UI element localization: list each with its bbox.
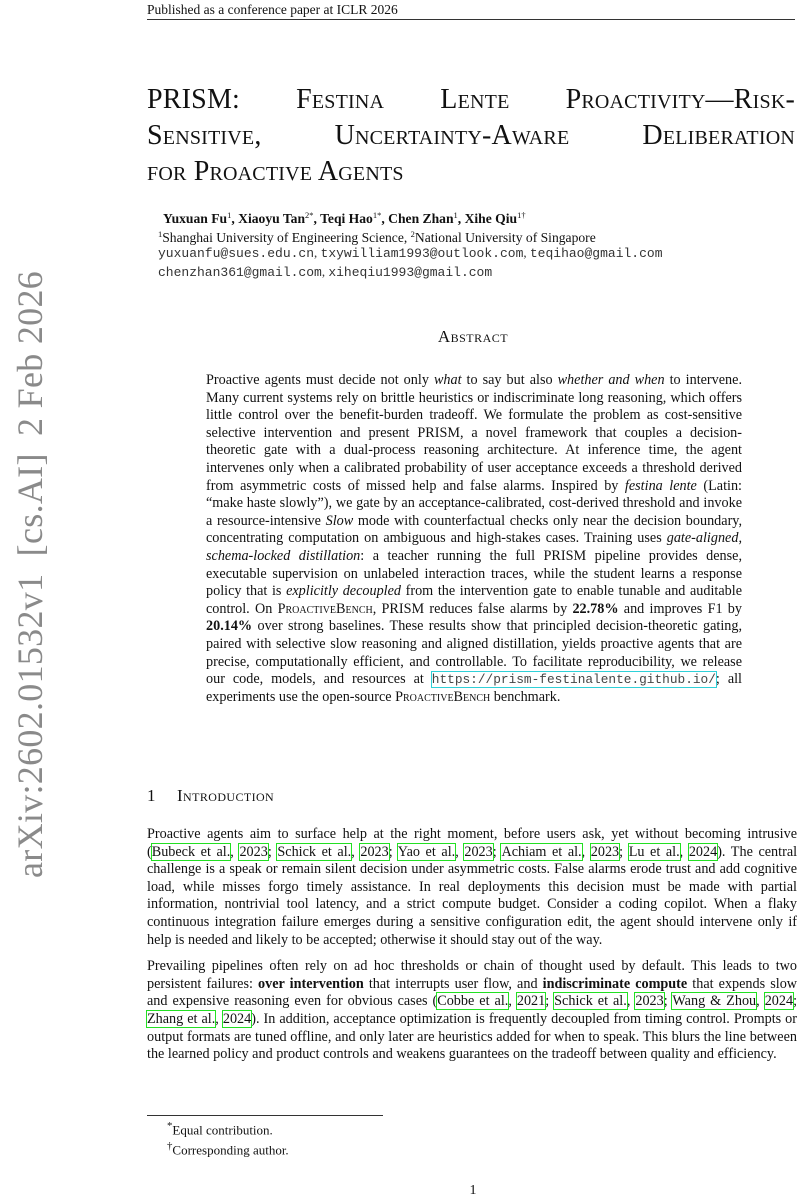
introduction-body — [147, 826, 797, 1073]
footnote-mark: † — [167, 1140, 173, 1153]
paragraph-text: ). The central challenge is a speak or remain silent decision under asymmetric costs. False alarms erode trust and add cognitive load, while misses forgo timely assistance. In real deployments this decision must be made with partial information, nontrivial tool latency, and a strict compute budget. Consider a coding copilot. When a flaky continuous integration failure emerges during a sensitive configuration edit, the agent should intervene only if help is needed and likely to be accepted; otherwise it should stay out of the way. — [147, 843, 798, 948]
abstract-text: and improves F1 by — [618, 600, 742, 617]
citation-year-link[interactable]: 2023 — [464, 843, 493, 860]
abstract-text: , PRISM reduces false alarms by — [372, 600, 573, 617]
citation-year-link[interactable]: 2023 — [590, 843, 620, 860]
abstract-text: over strong baselines. These results show that principled decision-theoretic gating, paired with selective slow reasoning and aligned distillation, yields proactive agents that are precise, computationally efficient, and controllable. To facilitate reproducibility, we release our code, models, and resources at — [206, 618, 742, 688]
email[interactable]: xiheqiu1993@gmail.com — [328, 265, 493, 280]
title-line-2: Sensitive, Uncertainty-Aware Deliberation — [147, 120, 795, 151]
paragraph-text: that interrupts user flow, and — [363, 975, 543, 992]
abstract-text: to intervene. Many current systems rely on brittle heuristics or indiscriminate long reasoning, which offers little control over the benefit-burden tradeoff. We formulate the problem as cost-sensitive selective intervention and present PRISM, a novel framework that couples a decision-theoretic gate with a dual-process reasoning architecture. At inference time, the agent intervenes only when a calibrated probability of user acceptance exceeds a threshold derived from asymmetric costs of missed help and false alarms. Inspired by — [206, 372, 742, 494]
arxiv-category: [cs.AI] — [10, 453, 50, 557]
footnotes — [167, 1118, 767, 1159]
key-term: over intervention — [258, 975, 364, 992]
author-mark: 1 — [453, 210, 458, 220]
citation-year-link[interactable]: 2023 — [635, 993, 664, 1010]
email[interactable]: chenzhan361@gmail.com — [158, 265, 322, 280]
abstract-text: mode with counterfactual checks only near the decision boundary, concentrating computation on ambiguous and high-stakes cases. Training uses — [206, 512, 743, 547]
author-mark: 1 — [227, 210, 232, 220]
citation-link[interactable]: Wang & Zhou — [672, 993, 757, 1010]
abstract-emphasis: gate-aligned, schema-locked distillation — [206, 530, 742, 564]
author-mark: 1* — [372, 210, 382, 220]
abstract-text: from the intervention gate to enable tunable and auditable control. On — [206, 583, 742, 617]
project-url-link[interactable]: https://prism-festinalente.github.io/ — [431, 672, 716, 688]
title-line-1: PRISM: Festina Lente Proactivity—Risk- — [147, 84, 795, 115]
footnote-mark: * — [167, 1120, 173, 1132]
footnote — [167, 1118, 767, 1138]
affiliation-mark: 1 — [158, 229, 163, 239]
paper-title — [147, 82, 795, 190]
citation-link[interactable]: Schick et al. — [277, 843, 352, 860]
stat-f1-improvement: 20.14% — [206, 618, 253, 635]
page-number: 1 — [469, 1183, 477, 1198]
author-list: Yuxuan Fu$^1$, Xiaoyu Tan$^{2*}$, Teqi Hao$^{1*}$, Chen Zhan$^1$, Xihe Qiu$^{1\dagger}$ — [163, 210, 526, 226]
paragraph-text: Proactive agents aim to surface help at the right moment, before users ask, yet without becoming intrusive ( — [147, 826, 797, 860]
citation-link[interactable]: Zhang et al. — [147, 1010, 216, 1027]
footnote-text: Equal contribution. — [172, 1122, 273, 1138]
affiliation-mark: 2 — [410, 229, 415, 239]
citation-year-link[interactable]: 2024 — [688, 843, 718, 860]
citation-link[interactable]: Bubeck et al. — [151, 843, 231, 860]
abstract-emphasis: festina lente — [624, 477, 697, 494]
abstract-emphasis: whether and when — [557, 372, 665, 388]
author-mark: 1† — [517, 210, 526, 220]
email[interactable]: txywilliam1993@outlook.com — [320, 246, 524, 261]
affiliations: $^1$Shanghai University of Engineering Science, $^2$National University of Singapore — [158, 229, 596, 245]
email[interactable]: teqihao@gmail.com — [529, 246, 663, 261]
abstract-text: to say but also — [461, 372, 558, 388]
benchmark-name: ProactiveBench — [395, 688, 491, 705]
section-heading-introduction — [147, 786, 795, 806]
paragraph-text: Prevailing pipelines often rely on ad hoc thresholds or chain of thought used by default. This leads to two persistent failures: — [147, 958, 797, 992]
footnote-divider — [147, 1115, 383, 1116]
email[interactable]: yuxuanfu@sues.edu.cn — [158, 246, 315, 261]
abstract-text: (Latin: “make haste slowly”), we gate by an acceptance-calibrated, cost-derived threshold and invoke a resource-intensive — [206, 477, 742, 529]
arxiv-watermark[interactable] — [8, 270, 52, 882]
abstract-emphasis: explicitly decoupled — [286, 583, 401, 600]
author: Chen Zhan — [388, 211, 454, 226]
paragraph-text: that expends slow and expensive reasoning even for obvious cases ( — [147, 975, 798, 1010]
author: Xiaoyu Tan — [238, 211, 306, 226]
citation-link[interactable]: Schick et al. — [554, 993, 627, 1010]
citation-link[interactable]: Lu et al. — [628, 843, 680, 860]
paragraph: Prevailing pipelines often rely on ad hoc thresholds or chain of thought used by default. This leads to two persistent failures: over intervention that interrupts user flow, and indiscriminate compute that expends slow and expensive reasoning even for obvious cases (Cobbe et al., 2021; Schick et al., 2023; Wang & Zhou, 2024; Zhang et al., 2024). In addition, acceptance optimization is frequently decoupled from timing control. Prompts or output formats are tuned offline, and only later are heuristics added for when to speak. This blurs the line between the learned policy and product controls and weakens guarantees on the tradeoff between quality and efficiency. — [147, 958, 798, 1063]
abstract-body — [206, 372, 742, 706]
email-list: yuxuanfu@sues.edu.cn, txywilliam1993@outlook.com, teqihao@gmail.com chenzhan361@gmail.com, xiheqiu1993@gmail.com — [158, 245, 663, 280]
title-line-3: for Proactive Agents — [147, 156, 404, 187]
paragraph: Proactive agents aim to surface help at the right moment, before users ask, yet without becoming intrusive (Bubeck et al., 2023; Schick et al., 2023; Yao et al., 2023; Achiam et al., 2023; Lu et al., 2024). The central challenge is a speak or remain silent decision under asymmetric costs. False alarms erode trust and add cognitive load, while misses forgo timely assistance. In real deployments this decision must be made with partial information, nontrivial tool latency, and a strict compute budget. Consider a coding copilot. When a flaky continuous integration failure emerges during a sensitive configuration edit, the agent should intervene only if help is needed and likely to be accepted; otherwise it should stay out of the way. — [147, 826, 798, 948]
citation-year-link[interactable]: 2024 — [764, 993, 794, 1010]
citation-year-link[interactable]: 2021 — [516, 993, 546, 1010]
abstract-text: : a teacher running the full PRISM pipeline provides dense, executable supervision on unlabeled interaction traces, while the student learns a response policy that is — [206, 547, 742, 600]
footnote-text: Corresponding author. — [172, 1142, 289, 1158]
author: Teqi Hao — [320, 211, 373, 226]
arxiv-date: 2 Feb 2026 — [10, 270, 50, 436]
citation-link[interactable]: Cobbe et al. — [437, 993, 509, 1010]
running-head: Published as a conference paper at ICLR 2026 — [147, 0, 795, 20]
citation-year-link[interactable]: 2023 — [239, 843, 268, 860]
section-number: 1 — [147, 786, 156, 805]
author-mark: 2* — [305, 210, 314, 220]
paragraph-text: ). In addition, acceptance optimization is frequently decoupled from timing control. Prompts or output formats are tuned offline, and only later are heuristics added for when to speak. This blurs the line between the learned policy and product controls and weakens guarantees on the tradeoff between quality and efficiency. — [147, 1010, 797, 1063]
citation-link[interactable]: Achiam et al. — [501, 843, 582, 860]
abstract-text: benchmark. — [490, 688, 561, 705]
citation-year-link[interactable]: 2023 — [360, 843, 389, 860]
arxiv-id: arXiv:2602.01532v1 — [10, 573, 50, 878]
author: Yuxuan Fu — [163, 211, 228, 226]
section-title: Introduction — [177, 786, 275, 805]
abstract-heading: Abstract — [437, 327, 509, 346]
abstract-emphasis: what — [433, 372, 462, 388]
footnote — [167, 1138, 767, 1158]
benchmark-name: ProactiveBench — [277, 600, 373, 617]
abstract-text: Proactive agents must decide not only — [206, 372, 434, 388]
abstract-text: ; all experiments use the open-source — [206, 671, 742, 705]
affiliation: Shanghai University of Engineering Science — [162, 230, 404, 245]
abstract-emphasis: Slow — [325, 512, 354, 529]
affiliation: National University of Singapore — [414, 230, 596, 245]
author: Xihe Qiu — [464, 211, 518, 226]
citation-link[interactable]: Yao et al. — [397, 843, 456, 860]
stat-false-alarm-reduction: 22.78% — [572, 600, 619, 617]
key-term: indiscriminate compute — [542, 975, 688, 992]
citation-year-link[interactable]: 2024 — [222, 1010, 252, 1027]
